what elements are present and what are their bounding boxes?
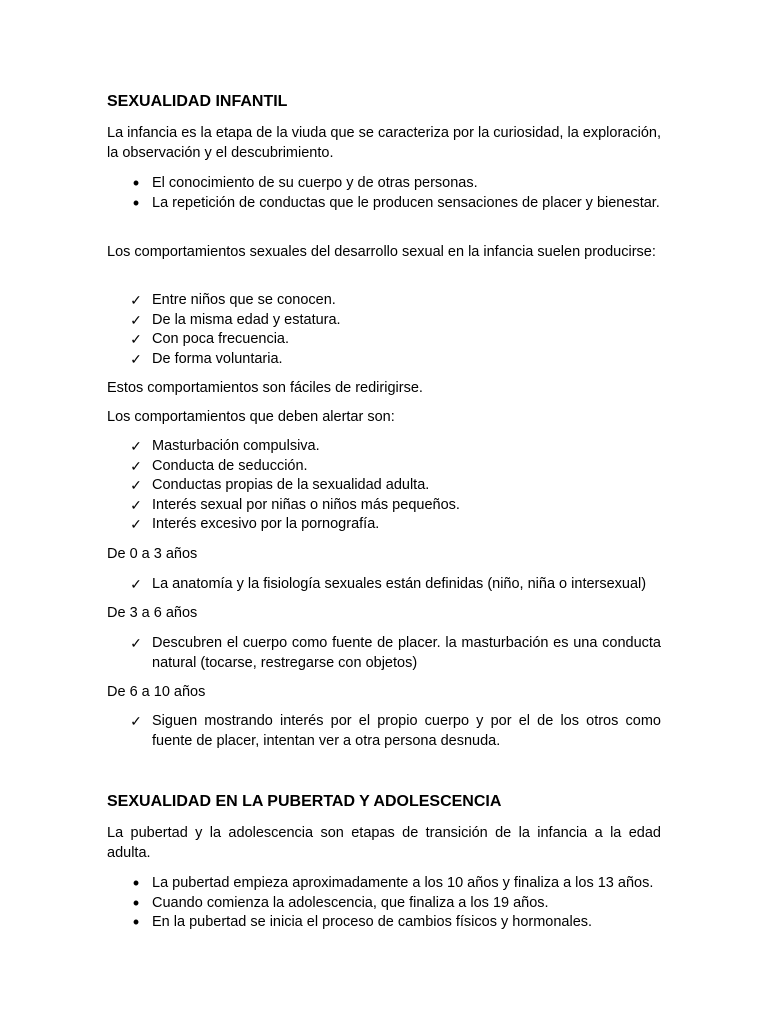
alert-intro-paragraph: Los comportamientos que deben alertar son: bbox=[107, 409, 395, 425]
list-item-text: De forma voluntaria. bbox=[152, 350, 283, 367]
checkmark-icon: ✓ bbox=[130, 292, 142, 308]
list-item-text: Entre niños que se conocen. bbox=[152, 292, 336, 308]
section-title-sexualidad-infantil: SEXUALIDAD INFANTIL bbox=[107, 93, 288, 110]
list-item-text: La anatomía y la fisiología sexuales están definidas (niño, niña o intersexual) bbox=[152, 576, 647, 592]
list-item bbox=[107, 894, 661, 914]
checkmark-icon: ✓ bbox=[130, 457, 142, 474]
list-item-text: Conducta de seducción. bbox=[152, 457, 308, 474]
list-item bbox=[107, 311, 661, 331]
checkmark-icon: ✓ bbox=[130, 350, 142, 367]
alerts-check-list bbox=[107, 437, 661, 535]
list-item bbox=[107, 575, 661, 595]
age-3-6-check-list bbox=[107, 634, 661, 673]
list-item bbox=[107, 515, 661, 535]
checkmark-icon: ✓ bbox=[130, 516, 142, 532]
age-3-6-label: De 3 a 6 años bbox=[107, 605, 198, 621]
list-item bbox=[107, 712, 661, 751]
list-item-text: De la misma edad y estatura. bbox=[152, 311, 341, 328]
checkmark-icon: ✓ bbox=[130, 496, 142, 513]
list-item-text: Masturbación compulsiva. bbox=[152, 438, 320, 454]
list-item bbox=[107, 174, 661, 194]
list-item-text: Cuando comienza la adolescencia, que finaliza a los 19 años. bbox=[152, 894, 549, 911]
age-6-10-check-list bbox=[107, 712, 661, 751]
list-item-text: La repetición de conductas que le producen sensaciones de placer y bienestar. bbox=[152, 195, 660, 211]
list-item bbox=[107, 194, 661, 214]
checkmark-icon: ✓ bbox=[130, 635, 142, 651]
list-item bbox=[107, 330, 661, 350]
list-item bbox=[107, 350, 661, 370]
list-item-text: En la pubertad se inicia el proceso de cambios físicos y hormonales. bbox=[152, 914, 593, 930]
age-0-3-label: De 0 a 3 años bbox=[107, 546, 198, 562]
list-item-text: El conocimiento de su cuerpo y de otras personas. bbox=[152, 175, 478, 191]
bullet-icon: • bbox=[132, 892, 140, 913]
checkmark-icon: ✓ bbox=[130, 576, 142, 592]
list-item-text: Con poca frecuencia. bbox=[152, 331, 290, 347]
checkmark-icon: ✓ bbox=[130, 311, 142, 328]
checkmark-icon: ✓ bbox=[130, 331, 142, 347]
section2-intro-paragraph: La pubertad y la adolescencia son etapas de transición de la infancia a la edad adulta. bbox=[107, 825, 661, 861]
bullet-icon: • bbox=[132, 912, 140, 932]
bullet-icon: • bbox=[132, 193, 140, 213]
list-item bbox=[107, 291, 661, 311]
bullet-icon: • bbox=[132, 873, 140, 893]
age-6-10-label: De 6 a 10 años bbox=[107, 684, 206, 700]
section1-intro-paragraph: La infancia es la etapa de la viuda que se caracteriza por la curiosidad, la exploración, la observación y el descubrimiento. bbox=[107, 125, 661, 161]
list-item bbox=[107, 496, 661, 516]
list-item-text: Interés sexual por niñas o niños más pequeños. bbox=[152, 496, 460, 513]
list-item-text: Siguen mostrando interés por el propio cuerpo y por el de los otros como fuente de placer, intentan ver a otra persona desnuda. bbox=[152, 713, 661, 749]
list-item-text: Conductas propias de la sexualidad adulta. bbox=[152, 477, 430, 493]
list-item-text: Interés excesivo por la pornografía. bbox=[152, 516, 380, 532]
list-item-text: La pubertad empieza aproximadamente a los 10 años y finaliza a los 13 años. bbox=[152, 875, 654, 891]
section-title-pubertad-adolescencia: SEXUALIDAD EN LA PUBERTAD Y ADOLESCENCIA bbox=[107, 793, 502, 810]
section2-bullet-list bbox=[107, 874, 661, 933]
section1-bullet-list bbox=[107, 174, 661, 214]
checkmark-icon: ✓ bbox=[130, 477, 142, 493]
behaviors-intro-paragraph: Los comportamientos sexuales del desarrollo sexual en la infancia suelen producirse: bbox=[107, 244, 656, 260]
checkmark-icon: ✓ bbox=[130, 438, 142, 454]
list-item bbox=[107, 437, 661, 457]
list-item bbox=[107, 874, 661, 894]
bullet-icon: • bbox=[132, 173, 140, 193]
age-0-3-check-list bbox=[107, 575, 661, 595]
list-item bbox=[107, 476, 661, 496]
behaviors-check-list bbox=[107, 291, 661, 369]
checkmark-icon: ✓ bbox=[130, 713, 142, 729]
list-item bbox=[107, 634, 661, 673]
list-item-text: Descubren el cuerpo como fuente de placer. la masturbación es una conducta natural (tocarse, restregarse con objetos) bbox=[152, 635, 661, 671]
list-item bbox=[107, 457, 661, 477]
redirect-note-paragraph: Estos comportamientos son fáciles de redirigirse. bbox=[107, 380, 423, 396]
list-item bbox=[107, 913, 661, 933]
